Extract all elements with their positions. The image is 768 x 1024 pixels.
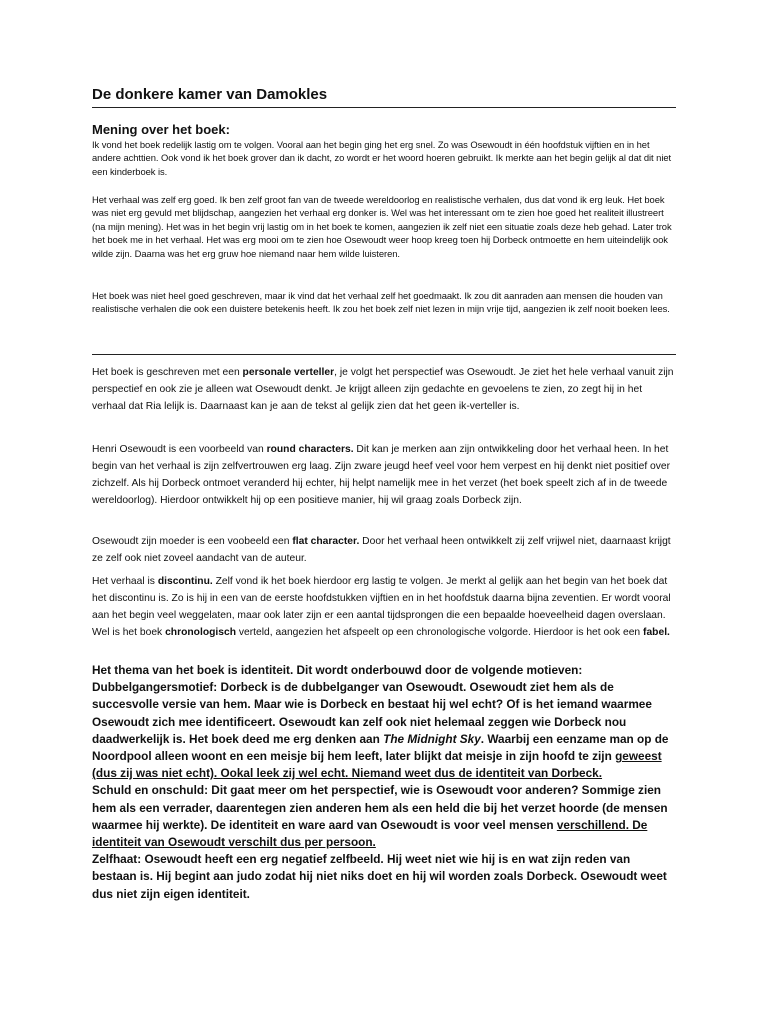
round-text-a: Henri Osewoudt is een voorbeeld van bbox=[92, 444, 267, 455]
schuld-conclusion: verschillend. De identiteit van Osewoudt verschilt dus per persoon. bbox=[92, 817, 648, 850]
opinion-heading: Mening over het boek: bbox=[92, 122, 230, 137]
disc-text-c: verteld, aangezien het afspeelt op een chronologische volgorde. Hierdoor is het ook een bbox=[236, 627, 644, 639]
document-title: De donkere kamer van Damokles bbox=[92, 86, 328, 103]
discontinu-paragraph bbox=[92, 573, 676, 641]
dubbelganger-text-1: Dorbeck is de dubbelganger van Osewoudt. Osewoudt ziet hem als de succesvolle versie van hem. Maar wie is Dorbeck en bestaat hij wel echt? Of is het iemand waarmee Osewoudt zich mee identificeert. Osewoudt kan zelf ook niet helemaal zeggen wie Dorbeck nou daadwerkelijk is. Het boek deed me erg denken aan bbox=[92, 680, 652, 746]
disc-text-b: Zelf vond ik het boek hierdoor erg lastig te volgen. Je merkt al gelijk aan het begin van het boek dat het discontinu is. Zo is hij in een van de eerste hoofdstukken vijftien en in het hoofdstuk daarna bijna zeventien. Er wordt vooral aan het begin veel weggelaten, maar ook later zijn er een aantal tijdsprongen die een bepaalde hoeveelheid dagen overslaan. Wel is het boek bbox=[92, 576, 671, 639]
flat-character-paragraph bbox=[92, 533, 676, 567]
narrator-term: personale verteller bbox=[242, 367, 335, 378]
opinion-paragraph-2: Het verhaal was zelf erg goed. Ik ben zelf groot fan van de tweede wereldoorlog en realistische verhalen, dus dat vond ik erg leuk. Het boek was niet erg gevuld met blijdschap, aangezien het verhaal erg donker is. Wel was het interessant om te zien hoe goed het realiteit illustreert (na mijn mening). Het was in het begin vrij lastig om in het boek te komen, aangezien ik zelf niet een situatie zoals deze heb gehad. Later trok het boek me in het verhaal. Het was erg mooi om te zien hoe Osewoudt weer hoop kreeg toen hij Dorbeck ontmoette en hem uiteindelijk ook wilde zijn. Daarna was het erg gruw hoe niemand naar hem wilde luisteren. bbox=[92, 194, 672, 259]
flat-term: flat character. bbox=[292, 536, 360, 547]
fabel-term: fabel. bbox=[643, 627, 670, 639]
opinion-paragraph-1: Ik vond het boek redelijk lastig om te volgen. Vooral aan het begin ging het erg snel. Zo was Osewoudt in één hoofdstuk vijftien en in het andere achttien. Ook vond ik het boek grover dan ik dacht, zo wordt er het woord hoeren gebruikt. Ik merkte aan het begin gelijk al dat dit niet een kinderboek is. bbox=[92, 139, 672, 177]
round-character-paragraph bbox=[92, 441, 676, 509]
schuld-text: Dit gaat meer om het perspectief, wie is Osewoudt voor anderen? Sommige zien hem als een verrader, daarentegen zien anderen hem als een held die bij het verzet hoorde (de mensen waarmee hij werkte). De identiteit en ware aard van Osewoudt is voor veel mensen bbox=[92, 783, 668, 832]
zelfhaat-label: Zelfhaat: bbox=[92, 852, 142, 867]
dubbelganger-text-2: . Waarbij een eenzame man op de Noordpool alleen woont en een meisje bij hem leeft, later blijkt dat meisje in zijn hoofd te zijn bbox=[92, 731, 669, 764]
narrator-paragraph bbox=[92, 364, 676, 415]
round-term: round characters. bbox=[266, 444, 354, 455]
theme-sentence: Het thema van het boek is identiteit. Dit wordt onderbouwd door de volgende motieven: bbox=[92, 663, 583, 677]
section-divider bbox=[92, 354, 676, 355]
title-divider bbox=[92, 107, 676, 108]
dubbelganger-conclusion: geweest (dus zij was niet echt). Ookal leek zij wel echt. Niemand weet dus de identiteit van Dorbeck. bbox=[92, 749, 662, 781]
flat-text-a: Osewoudt zijn moeder is een voobeeld een bbox=[92, 536, 293, 547]
narrator-text-b: , je volgt het perspectief was Osewoudt. Je ziet het hele verhaal vanuit zijn perspectief en ook zie je alleen wat Osewoudt denkt. Je krijgt alleen zijn gedachte en gevoelens te zien, zo zegt hij in het verhaal dat Ria lelijk is. Daarnaast kan je aan de tekst al gelijk zien dat het geen ik-verteller is. bbox=[92, 367, 674, 413]
midnight-sky-title: The Midnight Sky bbox=[383, 731, 481, 746]
schuld-label: Schuld en onschuld: bbox=[92, 783, 209, 798]
round-text-b: Dit kan je merken aan zijn ontwikkeling door het verhaal heen. In het begin van het verhaal is zijn zelfvertrouwen erg laag. Zijn zware jeugd heef veel voor hem verpest en hij denkt niet positief over zichzelf. Als hij Dorbeck ontmoet veranderd hij echter, hij helpt namelijk mee in het verzet (het boek speelt zich af in de tweede wereldoorlog). Hierdoor ontwikkelt hij op een positieve manier, hij wil graag zoals Dorbeck zijn. bbox=[92, 444, 671, 507]
narrator-text-a: Het boek is geschreven met een bbox=[92, 367, 243, 378]
dubbelganger-label: Dubbelgangersmotief: bbox=[92, 680, 218, 695]
theme-block bbox=[92, 662, 676, 903]
disc-term: discontinu. bbox=[157, 576, 213, 587]
zelfhaat-text: Osewoudt heeft een erg negatief zelfbeeld. Hij weet niet wie hij is en wat zijn reden van bestaan is. Hij begint aan judo zodat hij niet niks doet en hij wil worden zoals Dorbeck. Osewoudt weet dus niet zijn eigen identiteit. bbox=[92, 852, 667, 901]
chrono-term: chronologisch bbox=[165, 627, 237, 639]
flat-text-b: Door het verhaal heen ontwikkelt zij zelf vrijwel niet, daarnaast krijgt ze zelf ook niet zoveel aandacht van de auteur. bbox=[92, 536, 671, 565]
disc-text-a: Het verhaal is bbox=[92, 576, 158, 587]
opinion-paragraph-3: Het boek was niet heel goed geschreven, maar ik vind dat het verhaal zelf het goedmaakt. Ik zou dit aanraden aan mensen die houden van realistische verhalen die ook een duistere betekenis heeft. Ik zou het boek zelf niet lezen in mijn vrije tijd, aangezien ik zelf nooit boeken lees. bbox=[92, 290, 670, 315]
